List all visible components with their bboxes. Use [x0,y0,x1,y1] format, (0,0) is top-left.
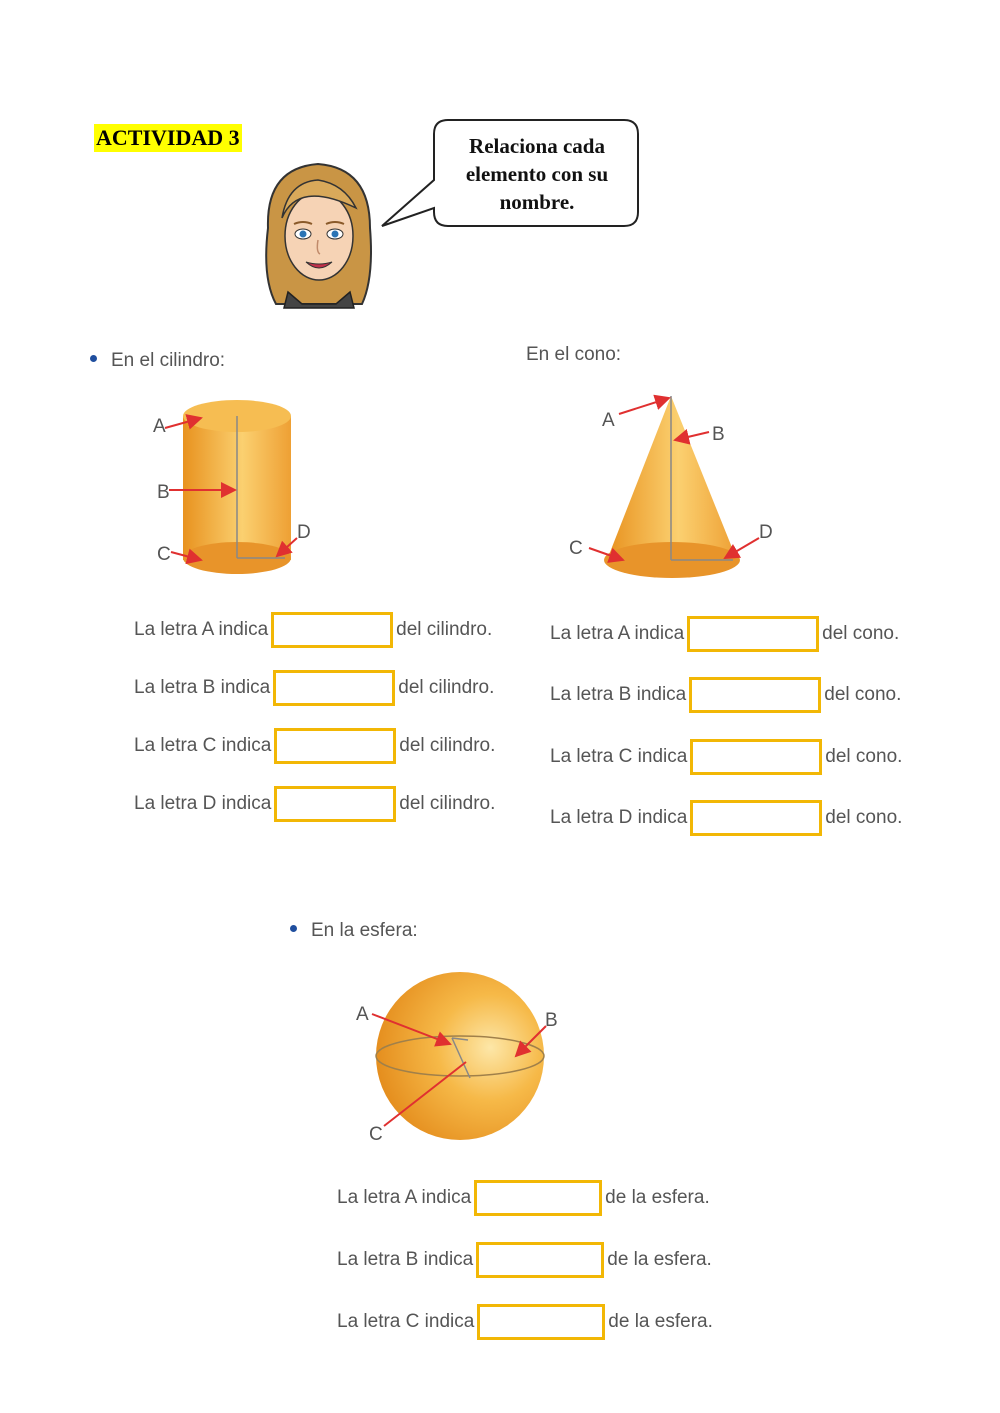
sphere-answer-a-input[interactable] [474,1180,602,1216]
cylinder-answer-b-input[interactable] [273,670,395,706]
teacher-avatar [258,158,380,312]
cone-answer-b-input[interactable] [689,677,821,713]
cylinder-answer-a-input[interactable] [271,612,393,648]
cylinder-answer-c-input[interactable] [274,728,396,764]
cone-label-a: A [602,410,615,431]
cylinder-label-c: C [157,544,171,565]
sphere-label-c: C [369,1124,383,1145]
bullet-icon [290,925,297,932]
speech-bubble-text: Relaciona cada elemento con su nombre. [465,134,609,214]
cone-answer-c-input[interactable] [690,739,822,775]
cone-label-c: C [569,538,583,559]
cone-row-b: La letra B indica del cono. [550,677,901,713]
cone-label-b: B [712,424,725,445]
cylinder-label-b: B [157,482,170,503]
bullet-icon [90,355,97,362]
cone-answer-a-input[interactable] [687,616,819,652]
cylinder-row-c: La letra C indica del cilindro. [134,728,495,764]
cone-answer-d-input[interactable] [690,800,822,836]
sphere-answer-c-input[interactable] [477,1304,605,1340]
cylinder-heading: En el cilindro: [90,350,225,372]
sphere-label-a: A [356,1004,369,1025]
sphere-row-c: La letra C indica de la esfera. [337,1304,713,1340]
sphere-row-a: La letra A indica de la esfera. [337,1180,710,1216]
sphere-row-b: La letra B indica de la esfera. [337,1242,712,1278]
cylinder-row-a: La letra A indica del cilindro. [134,612,492,648]
cone-row-c: La letra C indica del cono. [550,739,902,775]
cone-body [607,396,737,560]
cylinder-figure [145,392,325,582]
sphere-label-b: B [545,1010,558,1031]
cone-label-d: D [759,522,773,543]
activity-title: ACTIVIDAD 3 [96,125,240,150]
cone-heading: En el cono: [526,344,622,365]
cylinder-row-d: La letra D indica del cilindro. [134,786,495,822]
sphere-answer-b-input[interactable] [476,1242,604,1278]
sphere-figure [350,966,580,1148]
cone-row-d: La letra D indica del cono. [550,800,902,836]
cone-row-a: La letra A indica del cono. [550,616,899,652]
cylinder-answer-d-input[interactable] [274,786,396,822]
cylinder-row-b: La letra B indica del cilindro. [134,670,494,706]
cylinder-label-d: D [297,522,311,543]
cylinder-label-a: A [153,416,166,437]
sphere-heading: En la esfera: [290,920,418,942]
cone-figure [565,388,785,584]
